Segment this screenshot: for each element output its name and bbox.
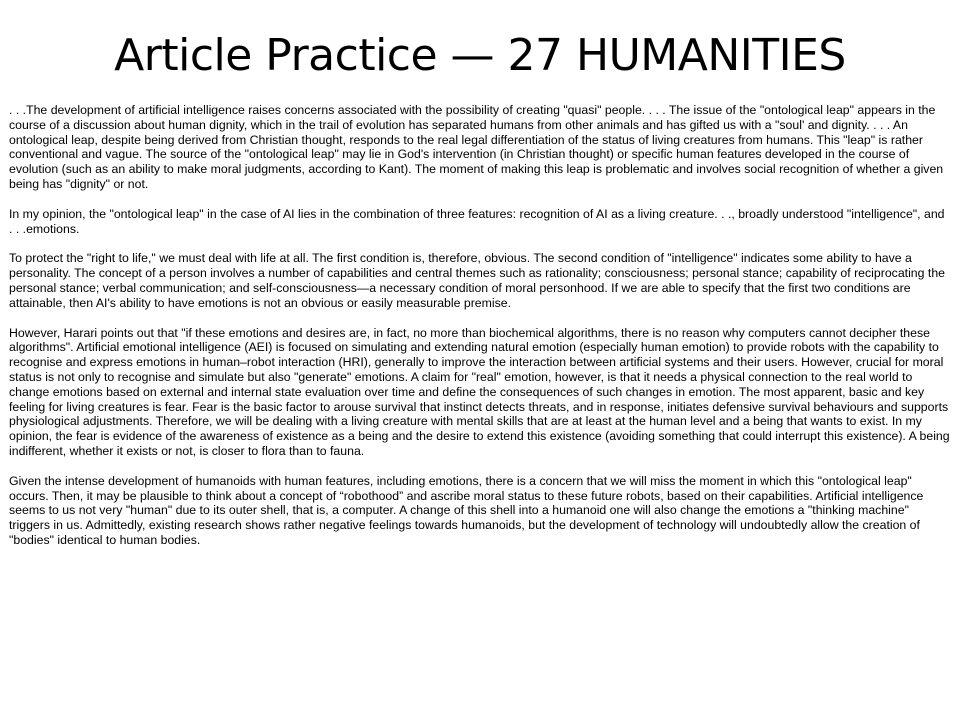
article-body [9, 103, 951, 563]
paragraph-2: In my opinion, the "ontological leap" in the case of AI lies in the combination of three features: recognition of AI as a living creature. . ., broadly understood "intelligence", and . . .emotions. [9, 206, 945, 236]
paragraph-5: Given the intense development of humanoids with human features, including emotions, there is a concern that we will miss the moment in which this "ontological leap" occurs. Then, it may be plausible to think about a concept of “robothood” and ascribe moral status to these future robots, based on their capabilities. Artificial intelligence seems to us not very "human" due to its outer shell, that is, a computer. A change of this shell into a humanoid one will also change the emotions a "thinking machine" triggers in us. Admittedly, existing research shows rather negative feelings towards humanoids, but the development of technology will undoubtedly allow the creation of "bodies" identical to human bodies. [9, 473, 924, 547]
paragraph-1: . . .The development of artificial intelligence raises concerns associated with the possibility of creating "quasi" people. . . . The issue of the "ontological leap" appears in the course of a discussion about human dignity, which in the trail of evolution has separated humans from other animals and has gifted us with a "soul' and dignity. . . . An ontological leap, despite being derived from Christian thought, responds to the real legal differentiation of the status of living creatures from humans. This "leap" is rather conventional and vague. The source of the "ontological leap" may lie in God's intervention (in Christian thought) or specific human features developed in the course of evolution (such as an ability to make moral judgments, according to Kant). The moment of making this leap is problematic and involves social recognition of whether a given being has "dignity" or not. [9, 103, 944, 191]
page-title: Article Practice — 27 HUMANITIES [114, 30, 846, 81]
paragraph-4: However, Harari points out that "if these emotions and desires are, in fact, no more than biochemical algorithms, there is no reason why computers cannot decipher these algorithms". Artificial emotional intelligence (AEI) is focused on simulating and extending natural emotion (especially human emotion) to provide robots with the capability to recognise and express emotions in human–robot interaction (HRI), generally to improve the interaction between artificial systems and their users. However, crucial for moral status is not only to recognise and simulate but also "generate" emotions. A claim for "real" emotion, however, is that it needs a physical connection to the real world to change emotions based on external and internal state evaluation over time and define the consequences of such changes in emotion. The most apparent, basic and key feeling for living creatures is fear. Fear is the basic factor to arouse survival that instinct detects threats, and in response, initiates defensive survival behaviours and supports physiological adjustments. Therefore, we will be dealing with a living creature with mental skills that are at least at the human level and a being that wants to exist. In my opinion, the fear is evidence of the awareness of existence as a being and the desire to extend this existence (avoiding something that could interrupt this existence). A being indifferent, whether it exists or not, is closer to flora than to fauna. [9, 325, 950, 458]
paragraph-3: To protect the "right to life," we must deal with life at all. The first condition is, therefore, obvious. The second condition of "intelligence" indicates some ability to have a personality. The concept of a person involves a number of capabilities and central themes such as rationality; consciousness; personal stance; capability of reciprocating the personal stance; verbal communication; and self-consciousness—a necessary condition of moral personhood. If we are able to specify that the first two conditions are attainable, then AI's ability to have emotions is not an obvious or easily measurable premise. [9, 251, 945, 310]
